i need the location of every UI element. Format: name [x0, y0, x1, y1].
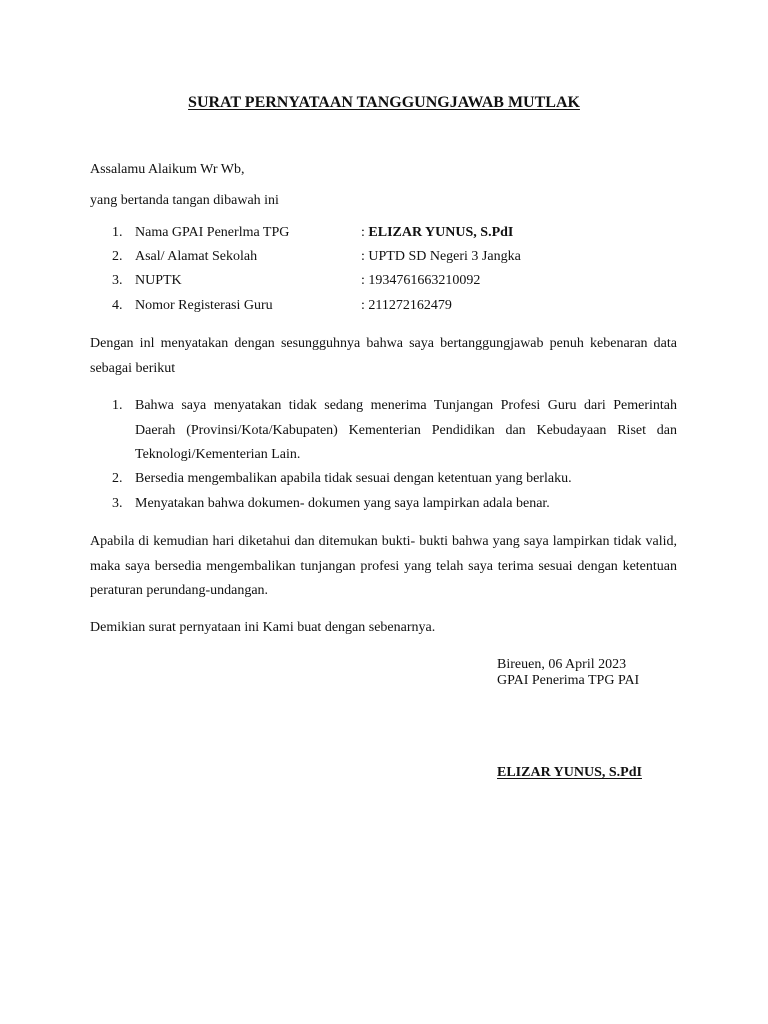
nuptk-value: 1934761663210092: [368, 273, 481, 288]
identity-value: [361, 225, 513, 241]
identity-number: 4.: [112, 298, 123, 313]
statement-text: Bersedia mengembalikan apabila tidak sesuai dengan ketentuan yang berlaku.: [135, 471, 572, 486]
consequence-paragraph: Apabila di kemudian hari diketahui dan ditemukan bukti- bukti bahwa yang saya lampirkan tidak valid, maka saya bersedia mengembalikan tunjangan profesi yang telah saya terima sesuai dengan ketentuan peraturan perundang-undangan.: [90, 534, 677, 598]
document-title: SURAT PERNYATAAN TANGGUNGJAWAB MUTLAK: [188, 94, 580, 111]
colon: :: [361, 225, 369, 240]
signature-role: GPAI Penerima TPG PAI: [497, 673, 640, 688]
identity-label: NUPTK: [135, 273, 182, 288]
school-value: UPTD SD Negeri 3 Jangka: [368, 249, 521, 264]
colon: :: [361, 298, 369, 313]
identity-value: [361, 273, 480, 289]
colon: :: [361, 273, 369, 288]
closing-text: Demikian surat pernyataan ini Kami buat dengan sebenarnya.: [90, 620, 436, 635]
declaration-paragraph: Dengan inl menyatakan dengan sesungguhnya bahwa saya bertanggungjawab penuh kebenaran data sebagai berikut: [90, 336, 677, 376]
identity-label: Nama GPAI Penerlma TPG: [135, 225, 290, 240]
signatory-name: ELIZAR YUNUS, S.PdI: [497, 765, 642, 780]
identity-label: Nomor Registerasi Guru: [135, 298, 273, 313]
intro-text: yang bertanda tangan dibawah ini: [90, 193, 279, 208]
teacher-name-value: ELIZAR YUNUS, S.PdI: [368, 225, 514, 240]
colon: :: [361, 249, 369, 264]
identity-number: 1.: [112, 225, 123, 240]
registration-value: 211272162479: [368, 298, 452, 313]
statement-number: 2.: [112, 471, 123, 486]
statement-number: 1.: [112, 398, 123, 413]
identity-value: [361, 249, 521, 265]
greeting: Assalamu Alaikum Wr Wb,: [90, 162, 245, 177]
signature-place-date: Bireuen, 06 April 2023: [497, 657, 627, 672]
statement-text: Menyatakan bahwa dokumen- dokumen yang saya lampirkan adala benar.: [135, 496, 550, 511]
statement-text: Bahwa saya menyatakan tidak sedang menerima Tunjangan Profesi Guru dari Pemerintah Daerah (Provinsi/Kota/Kabupaten) Kementerian Pendidikan dan Kebudayaan Riset dan Teknologi/Kementerian Lain.: [135, 398, 677, 462]
identity-number: 2.: [112, 249, 123, 264]
identity-number: 3.: [112, 273, 123, 288]
identity-label: Asal/ Alamat Sekolah: [135, 249, 258, 264]
identity-value: [361, 298, 452, 314]
statement-number: 3.: [112, 496, 123, 511]
